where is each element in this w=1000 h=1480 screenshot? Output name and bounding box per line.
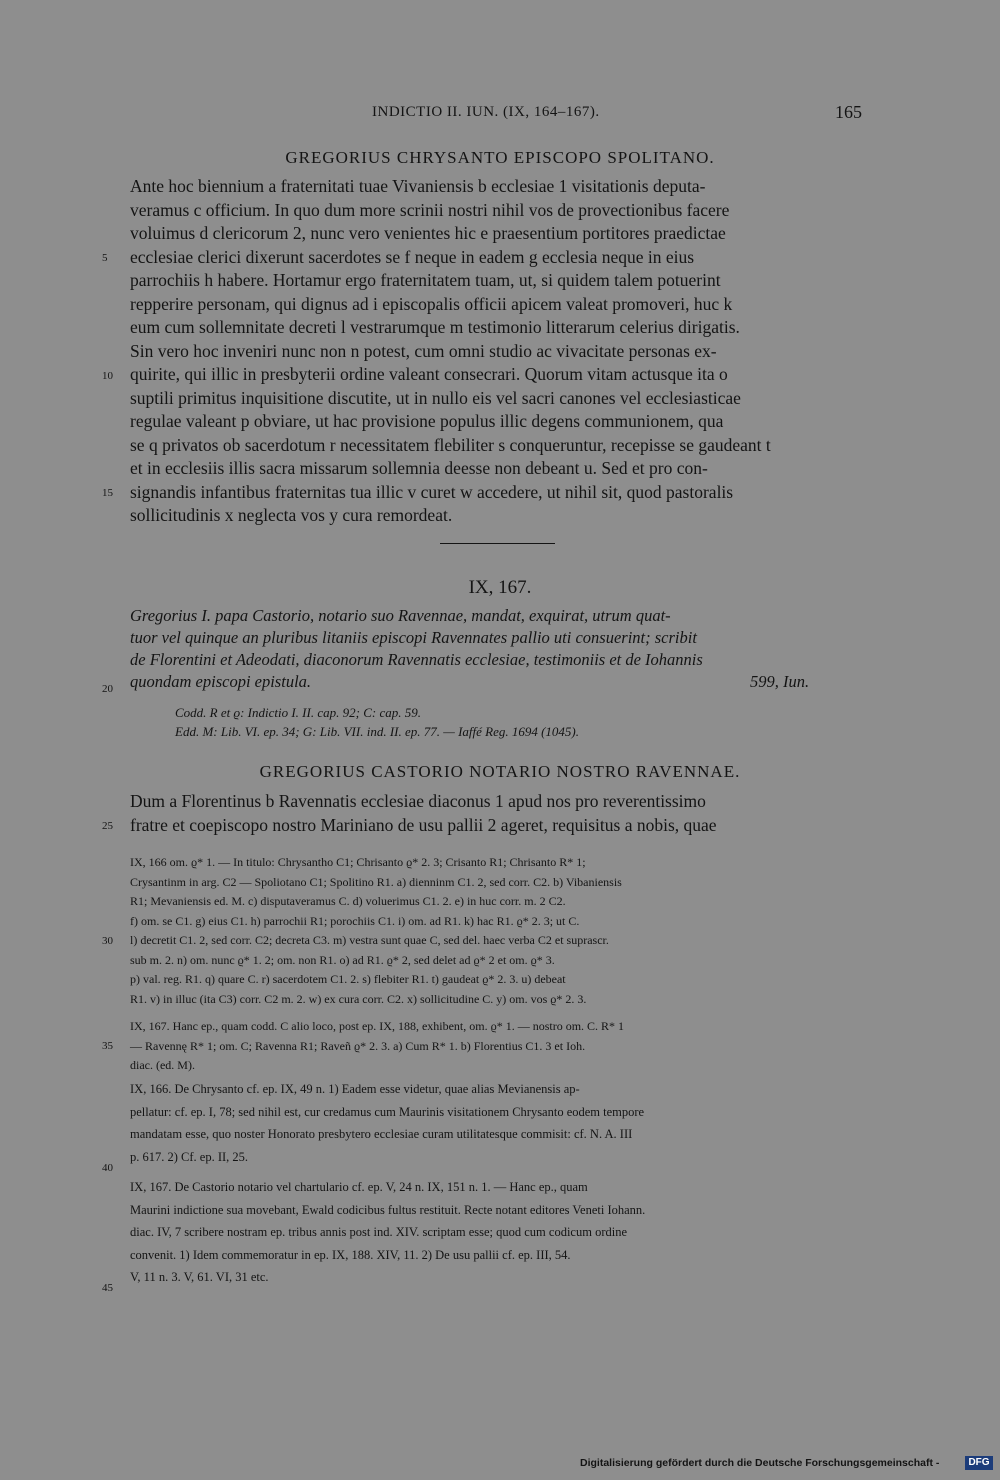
section-number: IX, 167. xyxy=(468,577,532,598)
apparatus-line: R1; Mevaniensis ed. M. c) disputaveramus C. d) voluerimus C1. 2. e) in huc corr. m. 2 C2. xyxy=(130,894,566,908)
editions-line: Edd. M: Lib. VI. ep. 34; G: Lib. VII. ind. II. ep. 77. — Iaffé Reg. 1694 (1045). xyxy=(175,724,580,739)
text-line: ecclesiae clerici dixerunt sacerdotes se f neque in eadem g ecclesia neque in eius xyxy=(130,246,695,267)
text-line: quirite, qui illic in presbyterii ordine valeant consecrari. Quorum vitam actusque ita o xyxy=(130,364,728,384)
commentary-line: IX, 166. De Chrysanto cf. ep. IX, 49 n. 1) Eadem esse videtur, quae alias Mevianensis ap- xyxy=(130,1082,580,1096)
line-number: 20 xyxy=(102,683,113,695)
text-line: Ante hoc biennium a fraternitati tuae Vivaniensis b ecclesiae 1 visitationis deputa- xyxy=(130,176,706,196)
summary-line: de Florentini et Adeodati, diaconorum Ravennatis ecclesiae, testimoniis et de Iohannis xyxy=(130,650,703,669)
commentary-line: IX, 167. De Castorio notario vel chartulario cf. ep. V, 24 n. IX, 151 n. 1. — Hanc ep., quam xyxy=(130,1180,588,1194)
commentary-line: Maurini indictione sua movebant, Ewald codicibus fultus restituit. Recte notant editores Veneti Iohann. xyxy=(130,1202,646,1217)
apparatus-line: Crysantinm in arg. C2 — Spoliotano C1; Spolitino R1. a) dienninm C1. 2, sed corr. C2. b) Vibaniensis xyxy=(130,874,622,889)
apparatus-line: — Ravennę R* 1; om. C; Ravenna R1; Raveñ ϱ* 2. 3. a) Cum R* 1. b) Florentius C1. 3 et Ioh. xyxy=(130,1038,586,1053)
line-number: 45 xyxy=(102,1282,113,1294)
section-date: 599, Iun. xyxy=(750,672,810,691)
text-line: se q privatos ob sacerdotum r necessitatem flebiliter s conqueruntur, recepisse se gaudeant t xyxy=(130,434,771,455)
line-number: 10 xyxy=(102,370,113,382)
line-number: 5 xyxy=(102,252,108,264)
apparatus-line: IX, 167. Hanc ep., quam codd. C alio loco, post ep. IX, 188, exhibent, om. ϱ* 1. — nostro om. C. R* 1 xyxy=(130,1019,625,1033)
text-line: sollicitudinis x neglecta vos y cura remordeat. xyxy=(130,505,453,525)
apparatus-line: l) decretit C1. 2, sed corr. C2; decreta C3. m) vestra sunt quae C, sed del. haec verba C2 et suprascr. xyxy=(130,933,609,947)
apparatus-line: IX, 166 om. ϱ* 1. — In titulo: Chrysantho C1; Chrisanto ϱ* 2. 3; Crisanto R1; Chrisanto R* 1; xyxy=(130,855,586,869)
running-title: INDICTIO II. IUN. (IX, 164–167). xyxy=(372,104,600,120)
dfg-logo: DFG xyxy=(965,1456,993,1470)
critical-apparatus xyxy=(130,853,865,1076)
commentary-line: V, 11 n. 3. V, 61. VI, 31 etc. xyxy=(130,1270,269,1284)
line-number: 40 xyxy=(102,1162,113,1174)
apparatus-line: sub m. 2. n) om. nunc ϱ* 1. 2; om. non R1. o) ad R1. ϱ* 2, sed delet ad ϱ* 2 et om. ϱ* 3. xyxy=(130,952,555,967)
text-line: fratre et coepiscopo nostro Mariniano de usu pallii 2 ageret, requisitus a nobis, quae xyxy=(130,814,717,835)
summary-line: Gregorius I. papa Castorio, notario suo Ravennae, mandat, exquirat, utrum quat- xyxy=(130,606,671,625)
line-number: 35 xyxy=(102,1040,113,1052)
letter1-title: GREGORIUS CHRYSANTO EPISCOPO SPOLITANO. xyxy=(285,148,715,167)
line-number: 15 xyxy=(102,487,113,499)
line-number: 30 xyxy=(102,935,113,947)
funding-note: Digitalisierung gefördert durch die Deutsche Forschungsgemeinschaft - xyxy=(580,1457,940,1469)
page-number: 165 xyxy=(835,102,862,122)
section-divider xyxy=(440,543,555,544)
apparatus-line: R1. v) in illuc (ita C3) corr. C2 m. 2. w) ex cura corr. C2. x) sollicitudine C. y) om. vos ϱ* 2. 3. xyxy=(130,991,587,1006)
commentary-line: p. 617. 2) Cf. ep. II, 25. xyxy=(130,1149,249,1164)
commentary-line: mandatam esse, quo noster Honorato presbytero ecclesiae curam utilitatesque commisit: cf. N. A. III xyxy=(130,1127,633,1141)
text-line: Dum a Florentinus b Ravennatis ecclesiae diaconus 1 apud nos pro reverentissimo xyxy=(130,791,706,811)
apparatus-line: diac. (ed. M). xyxy=(130,1058,195,1072)
line-number: 25 xyxy=(102,820,113,832)
text-line: parrochiis h habere. Hortamur ergo fraternitatem tuam, ut, si quidem talem potuerint xyxy=(130,270,721,290)
commentary xyxy=(130,1078,865,1289)
text-line: suptili primitus inquisitione discutite, ut in nullo eis vel sacri canones vel ecclesiasticae xyxy=(130,387,741,408)
letter1-body xyxy=(130,175,865,528)
text-line: signandis infantibus fraternitas tua illic v curet w accedere, ut nihil sit, quod pastoralis xyxy=(130,481,734,502)
commentary-line: pellatur: cf. ep. I, 78; sed nihil est, cur credamus cum Maurinis visitationem Chrysanto eodem tempore xyxy=(130,1104,645,1119)
apparatus-line: f) om. se C1. g) eius C1. h) parrochii R1; porochiis C1. i) om. ad R1. k) hac R1. ϱ* 2. 3; ut C. xyxy=(130,913,580,928)
text-line: repperire personam, qui dignus ad i episcopalis officii apicem valeat promoveri, huc k xyxy=(130,293,733,314)
text-line: eum cum sollemnitate decreti l vestrarumque m testimonio litterarum celerius dirigatis. xyxy=(130,317,740,337)
letter2-title: GREGORIUS CASTORIO NOTARIO NOSTRO RAVENNAE. xyxy=(259,762,741,781)
text-line: voluimus d clericorum 2, nunc vero venientes hic e praesentium portitores praedictae xyxy=(130,223,726,243)
commentary-line: diac. IV, 7 scribere nostram ep. tribus annis post ind. XIV. scriptam esse; quod cum codicum ordine xyxy=(130,1225,628,1239)
text-line: regulae valeant p obviare, ut hac provisione populus illic degens communionem, qua xyxy=(130,411,724,431)
text-line: veramus c officium. In quo dum more scrinii nostri nihil vos de provectionibus facere xyxy=(130,199,730,220)
apparatus-line: p) val. reg. R1. q) quare C. r) sacerdotem C1. 2. s) flebiter R1. t) gaudeat ϱ* 2. 3. u) debeat xyxy=(130,972,566,986)
commentary-line: convenit. 1) Idem commemoratur in ep. IX, 188. XIV, 11. 2) De usu pallii cf. ep. III, 54. xyxy=(130,1247,571,1262)
codices-line: Codd. R et ϱ: Indictio I. II. cap. 92; C: cap. 59. xyxy=(175,705,421,720)
summary-line: quondam episcopi epistula. xyxy=(130,672,312,691)
text-line: Sin vero hoc inveniri nunc non n potest, cum omni studio ac vivacitate personas ex- xyxy=(130,340,717,361)
summary-line: tuor vel quinque an pluribus litaniis episcopi Ravennates pallio uti consuerint; scribit xyxy=(130,628,697,647)
letter2-body xyxy=(130,790,865,837)
text-line: et in ecclesiis illis sacra missarum sollemnia deesse non debeant u. Sed et pro con- xyxy=(130,458,708,478)
